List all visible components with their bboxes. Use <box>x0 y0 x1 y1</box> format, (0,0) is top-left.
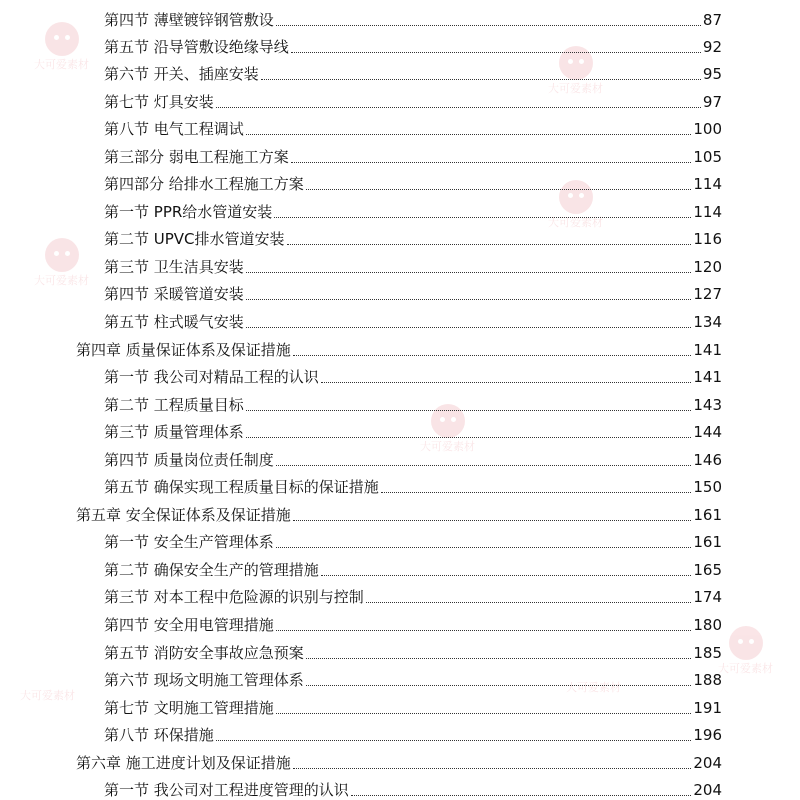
toc-entry[interactable] <box>104 692 722 719</box>
watermark-logo <box>718 626 773 675</box>
toc-leader-dots <box>276 629 692 631</box>
toc-entry-title: 第八节 环保措施 <box>104 726 214 744</box>
watermark-text: 大可爱素材 <box>566 681 621 694</box>
toc-chapter-entry[interactable] <box>76 747 722 774</box>
watermark-logo <box>20 690 75 702</box>
toc-leader-dots <box>306 684 692 686</box>
toc-entry-title: 第三节 质量管理体系 <box>104 423 244 441</box>
toc-leader-dots <box>246 271 692 273</box>
toc-entry-title: 第四节 薄壁镀锌钢管敷设 <box>104 11 274 29</box>
toc-entry[interactable] <box>104 58 722 85</box>
watermark-text: 大可爱素材 <box>548 82 603 95</box>
toc-entry-page: 146 <box>693 451 722 469</box>
toc-entry[interactable] <box>104 141 722 168</box>
toc-entry-page: 114 <box>693 203 722 221</box>
toc-entry[interactable] <box>104 637 722 664</box>
toc-entry-page: 134 <box>693 313 722 331</box>
toc-entry-page: 185 <box>693 644 722 662</box>
toc-entry[interactable] <box>104 609 722 636</box>
toc-entry[interactable] <box>104 389 722 416</box>
toc-entry-title: 第二节 UPVC排水管道安装 <box>104 230 285 248</box>
toc-entry-page: 105 <box>693 148 722 166</box>
watermark-face-icon <box>45 22 79 56</box>
toc-entry-page: 100 <box>693 120 722 138</box>
toc-entry[interactable] <box>104 581 722 608</box>
toc-leader-dots <box>366 601 692 603</box>
toc-entry[interactable] <box>104 196 722 223</box>
toc-entry-page: 204 <box>693 781 722 799</box>
toc-leader-dots <box>246 133 692 135</box>
toc-leader-dots <box>246 326 692 328</box>
toc-entry[interactable] <box>104 223 722 250</box>
toc-entry[interactable] <box>104 774 722 800</box>
toc-entry-title: 第四节 采暖管道安装 <box>104 285 244 303</box>
toc-entry[interactable] <box>104 471 722 498</box>
toc-entry[interactable] <box>104 278 722 305</box>
toc-entry-title: 第一节 我公司对精品工程的认识 <box>104 368 319 386</box>
toc-entry-title: 第七节 灯具安装 <box>104 93 214 111</box>
toc-entry-title: 第五节 确保实现工程质量目标的保证措施 <box>104 478 379 496</box>
toc-leader-dots <box>293 354 692 356</box>
toc-entry-title: 第六章 施工进度计划及保证措施 <box>76 754 291 772</box>
toc-entry-title: 第四节 质量岗位责任制度 <box>104 451 274 469</box>
toc-entry[interactable] <box>104 719 722 746</box>
toc-entry-title: 第三节 卫生洁具安装 <box>104 258 244 276</box>
toc-leader-dots <box>287 243 692 245</box>
toc-entry-page: 97 <box>702 93 722 111</box>
toc-entry-page: 141 <box>693 368 722 386</box>
toc-entry-page: 144 <box>693 423 722 441</box>
toc-leader-dots <box>306 188 692 190</box>
toc-leader-dots <box>246 436 692 438</box>
toc-entry-title: 第五节 沿导管敷设绝缘导线 <box>104 38 289 56</box>
toc-leader-dots <box>351 794 692 796</box>
toc-entry-page: 141 <box>693 341 722 359</box>
toc-entry-title: 第八节 电气工程调试 <box>104 120 244 138</box>
watermark-text: 大可爱素材 <box>34 58 89 71</box>
toc-entry-title: 第四章 质量保证体系及保证措施 <box>76 341 291 359</box>
toc-leader-dots <box>321 381 692 383</box>
toc-chapter-entry[interactable] <box>76 499 722 526</box>
toc-entry[interactable] <box>104 113 722 140</box>
toc-entry-page: 204 <box>693 754 722 772</box>
toc-leader-dots <box>246 409 692 411</box>
toc-entry[interactable] <box>104 86 722 113</box>
watermark-face-icon <box>729 626 763 660</box>
toc-entry-page: 92 <box>702 38 722 56</box>
toc-entry-page: 127 <box>693 285 722 303</box>
toc-entry-title: 第一节 我公司对工程进度管理的认识 <box>104 781 349 799</box>
toc-entry-title: 第二节 确保安全生产的管理措施 <box>104 561 319 579</box>
toc-entry[interactable] <box>104 664 722 691</box>
toc-leader-dots <box>291 161 692 163</box>
toc-entry-page: 120 <box>693 258 722 276</box>
toc-entry-title: 第四节 安全用电管理措施 <box>104 616 274 634</box>
toc-leader-dots <box>291 51 701 53</box>
toc-leader-dots <box>276 464 692 466</box>
watermark-logo <box>34 238 89 287</box>
toc-entry[interactable] <box>104 4 722 31</box>
toc-leader-dots <box>321 574 692 576</box>
toc-entry[interactable] <box>104 526 722 553</box>
toc-entry[interactable] <box>104 251 722 278</box>
toc-entry-page: 188 <box>693 671 722 689</box>
toc-entry-title: 第五章 安全保证体系及保证措施 <box>76 506 291 524</box>
toc-leader-dots <box>246 298 692 300</box>
toc-chapter-entry[interactable] <box>76 334 722 361</box>
toc-leader-dots <box>293 767 692 769</box>
toc-entry-page: 116 <box>693 230 722 248</box>
toc-leader-dots <box>306 657 692 659</box>
toc-entry[interactable] <box>104 416 722 443</box>
toc-leader-dots <box>274 216 691 218</box>
toc-entry-page: 196 <box>693 726 722 744</box>
toc-entry-title: 第五节 消防安全事故应急预案 <box>104 644 304 662</box>
watermark-text: 大可爱素材 <box>20 689 75 702</box>
toc-leader-dots <box>216 739 692 741</box>
toc-entry-page: 174 <box>693 588 722 606</box>
toc-leader-dots <box>261 78 701 80</box>
toc-entry[interactable] <box>104 306 722 333</box>
toc-entry-page: 95 <box>702 65 722 83</box>
toc-entry-title: 第六节 开关、插座安装 <box>104 65 259 83</box>
watermark-text: 大可爱素材 <box>420 440 475 453</box>
toc-leader-dots <box>276 24 701 26</box>
toc-leader-dots <box>216 106 701 108</box>
toc-entry[interactable] <box>104 168 722 195</box>
watermark-text: 大可爱素材 <box>34 274 89 287</box>
watermark-face-icon <box>45 238 79 272</box>
toc-entry-title: 第二节 工程质量目标 <box>104 396 244 414</box>
toc-entry[interactable] <box>104 554 722 581</box>
toc-entry[interactable] <box>104 361 722 388</box>
toc-entry-page: 161 <box>693 506 722 524</box>
toc-entry-title: 第一节 PPR给水管道安装 <box>104 203 273 221</box>
watermark-text: 大可爱素材 <box>718 662 773 675</box>
toc-entry[interactable] <box>104 31 722 58</box>
toc-leader-dots <box>293 519 692 521</box>
watermark-text: 大可爱素材 <box>548 216 603 229</box>
toc-entry-page: 165 <box>693 561 722 579</box>
toc-entry-title: 第三节 对本工程中危险源的识别与控制 <box>104 588 364 606</box>
watermark-logo <box>34 22 89 71</box>
toc-entry-title: 第四部分 给排水工程施工方案 <box>104 175 304 193</box>
toc-entry-page: 161 <box>693 533 722 551</box>
toc-entry-page: 143 <box>693 396 722 414</box>
toc-entry-page: 114 <box>693 175 722 193</box>
toc-entry-page: 87 <box>702 11 722 29</box>
toc-entry-page: 191 <box>693 699 722 717</box>
toc-entry-title: 第七节 文明施工管理措施 <box>104 699 274 717</box>
toc-entry[interactable] <box>104 444 722 471</box>
toc-leader-dots <box>276 712 692 714</box>
toc-entry-title: 第一节 安全生产管理体系 <box>104 533 274 551</box>
toc-entry-page: 150 <box>693 478 722 496</box>
toc-leader-dots <box>381 491 692 493</box>
toc-entry-title: 第三部分 弱电工程施工方案 <box>104 148 289 166</box>
toc-entry-page: 180 <box>693 616 722 634</box>
toc-entry-title: 第六节 现场文明施工管理体系 <box>104 671 304 689</box>
toc-leader-dots <box>276 546 692 548</box>
toc-entry-title: 第五节 柱式暖气安装 <box>104 313 244 331</box>
